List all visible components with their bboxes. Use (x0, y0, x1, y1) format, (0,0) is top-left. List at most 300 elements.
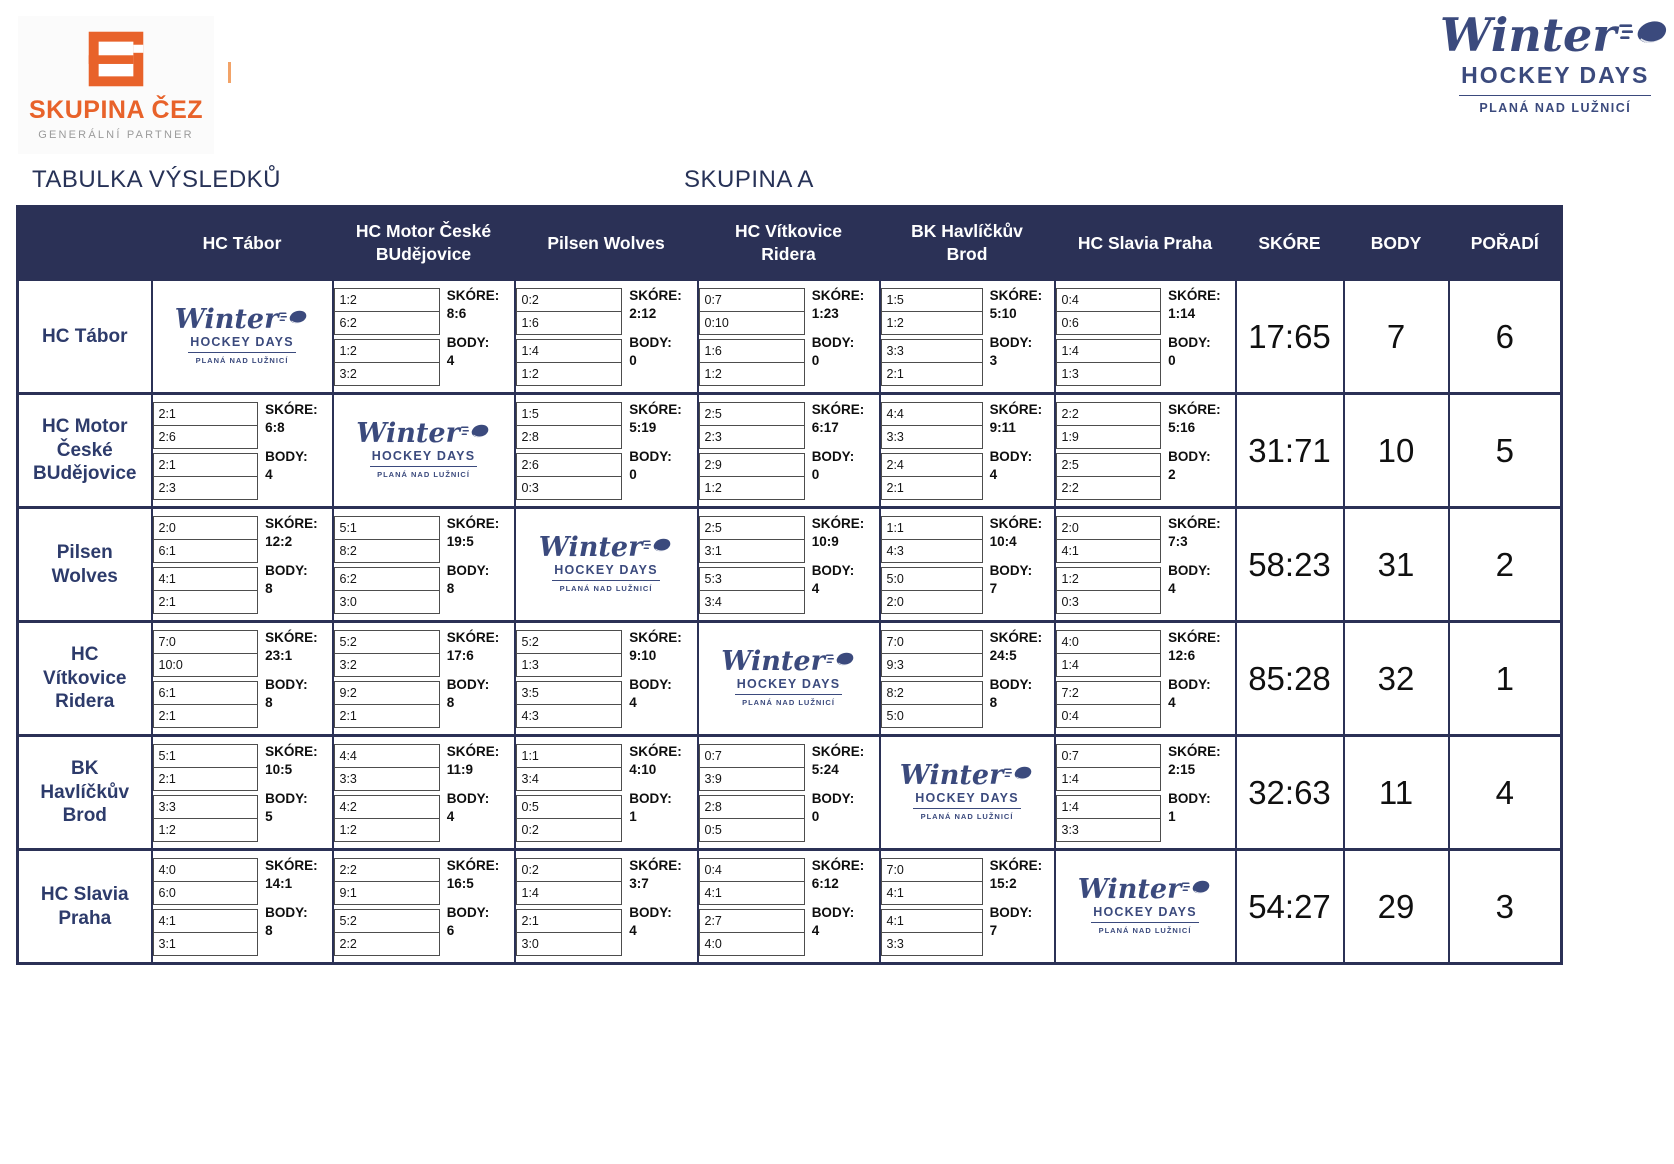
skore-value: 12:6 (1168, 647, 1196, 663)
score-box: 0:2 (516, 858, 623, 882)
score-box: 3:0 (516, 933, 623, 956)
rank: 1 (1449, 622, 1562, 736)
score-box: 2:1 (881, 477, 983, 500)
score-group (699, 909, 805, 956)
match-cell (152, 736, 333, 850)
cell-totals (805, 737, 879, 848)
total-skore: 32:63 (1236, 736, 1344, 850)
score-box: 8:2 (334, 540, 440, 563)
cell-totals (805, 281, 879, 392)
skore-value: 5:19 (629, 419, 657, 435)
score-box: 7:0 (153, 630, 259, 654)
cell-totals (622, 737, 696, 848)
score-box: 3:3 (334, 768, 440, 791)
score-list (1056, 623, 1162, 734)
score-list (516, 281, 623, 392)
score-box: 2:3 (153, 477, 259, 500)
match-cell (1055, 394, 1236, 508)
score-list (153, 509, 259, 620)
skore-label: SKÓRE: (265, 744, 318, 759)
score-group (1056, 630, 1162, 677)
score-list (516, 737, 623, 848)
skore-label: SKÓRE: (265, 630, 318, 645)
score-list (699, 281, 805, 392)
score-box: 2:2 (1056, 402, 1162, 426)
match-cell (880, 850, 1055, 964)
body-label: BODY: (989, 905, 1033, 921)
score-box: 2:0 (1056, 516, 1162, 540)
skore-value: 6:12 (811, 875, 839, 891)
score-group (516, 909, 623, 956)
match-cell-layout (1056, 623, 1235, 734)
score-box: 4:0 (1056, 630, 1162, 654)
score-box: 4:2 (334, 795, 440, 819)
match-cell (698, 508, 880, 622)
score-list (334, 281, 440, 392)
score-group (699, 567, 805, 614)
score-list (881, 623, 983, 734)
score-list (699, 737, 805, 848)
winter-hockey-days-logo (356, 417, 491, 479)
cell-totals (983, 395, 1054, 506)
skore-label: SKÓRE: (1168, 630, 1221, 645)
hockey-days-text: HOCKEY DAYS (370, 449, 478, 467)
match-cell-layout (516, 851, 697, 962)
skore-label: SKÓRE: (811, 402, 865, 417)
body-label: BODY: (989, 449, 1033, 465)
puck-icon (460, 429, 491, 446)
score-box: 3:3 (881, 933, 983, 956)
score-box: 4:3 (881, 540, 983, 563)
score-group (1056, 453, 1162, 500)
total-skore: 85:28 (1236, 622, 1344, 736)
body-value: 4 (811, 580, 820, 596)
diagonal-logo-cell (515, 508, 698, 622)
cell-totals (622, 851, 696, 962)
score-box: 0:7 (699, 744, 805, 768)
sponsor-subtitle: GENERÁLNÍ PARTNER (38, 129, 194, 141)
column-header: BODY (1344, 207, 1449, 280)
match-cell (515, 280, 698, 394)
score-box: 1:3 (516, 654, 623, 677)
score-group (1056, 402, 1162, 449)
diagonal-logo-cell (880, 736, 1055, 850)
body-label: BODY: (446, 335, 490, 351)
team-name: BK Havlíčkův Brod (18, 736, 152, 850)
score-box: 0:7 (699, 288, 805, 312)
score-box: 5:2 (334, 909, 440, 933)
skore-label: SKÓRE: (629, 858, 682, 873)
score-box: 1:1 (881, 516, 983, 540)
score-group (516, 858, 623, 905)
body-label: BODY: (629, 791, 672, 807)
body-value: 8 (446, 580, 455, 596)
score-box: 4:1 (881, 882, 983, 905)
winter-wordmark (174, 303, 310, 335)
score-group (153, 744, 259, 791)
body-label: BODY: (446, 905, 490, 921)
body-label: BODY: (1168, 335, 1211, 351)
score-box: 1:2 (516, 363, 623, 386)
score-group (516, 339, 623, 386)
body-value: 0 (811, 466, 820, 482)
total-body: 32 (1344, 622, 1449, 736)
winter-hockey-days-logo (1077, 873, 1213, 935)
cell-totals (440, 281, 514, 392)
skore-value: 9:10 (629, 647, 657, 663)
match-cell-layout (516, 737, 697, 848)
score-box: 2:1 (153, 591, 259, 614)
score-list (153, 737, 259, 848)
score-box: 5:2 (516, 630, 623, 654)
score-box: 0:3 (1056, 591, 1162, 614)
score-group (699, 402, 805, 449)
cell-totals (622, 395, 696, 506)
score-list (334, 851, 440, 962)
hockey-days-text: HOCKEY DAYS (188, 335, 296, 353)
results-table (16, 205, 1563, 965)
winter-wordmark (356, 417, 491, 449)
body-value: 0 (1168, 352, 1176, 368)
match-cell (152, 508, 333, 622)
cell-totals (983, 851, 1054, 962)
hockey-days-text: HOCKEY DAYS (1091, 905, 1199, 923)
score-box: 3:5 (516, 681, 623, 705)
score-group (153, 795, 259, 842)
team-name: HC Slavia Praha (18, 850, 152, 964)
score-group (1056, 516, 1162, 563)
skore-value: 14:1 (265, 875, 293, 891)
skore-value: 19:5 (446, 533, 474, 549)
location-text: PLANÁ NAD LUŽNICÍ (1098, 925, 1192, 935)
score-group (516, 402, 623, 449)
score-group (699, 744, 805, 791)
body-value: 0 (811, 352, 820, 368)
winter-script-text: Winter (899, 759, 1004, 791)
body-value: 2 (1168, 466, 1176, 482)
skore-label: SKÓRE: (811, 516, 865, 531)
body-label: BODY: (446, 563, 490, 579)
body-label: BODY: (989, 563, 1033, 579)
cell-totals (805, 851, 879, 962)
body-label: BODY: (811, 335, 855, 351)
score-box: 2:8 (516, 426, 623, 449)
skore-label: SKÓRE: (629, 288, 682, 303)
skore-value: 8:6 (446, 305, 467, 321)
skore-value: 5:16 (1168, 419, 1196, 435)
score-box: 5:1 (334, 516, 440, 540)
skore-value: 3:7 (629, 875, 649, 891)
body-value: 4 (1168, 694, 1176, 710)
hockey-days-text: HOCKEY DAYS (552, 563, 660, 581)
score-list (699, 851, 805, 962)
score-box: 1:2 (334, 288, 440, 312)
skore-value: 1:14 (1168, 305, 1196, 321)
cell-totals (440, 623, 514, 734)
score-box: 5:1 (153, 744, 259, 768)
body-label: BODY: (811, 791, 855, 807)
score-box: 6:0 (153, 882, 259, 905)
corner-cell (18, 207, 152, 280)
score-group (334, 681, 440, 728)
score-group (516, 681, 623, 728)
score-group (699, 858, 805, 905)
score-group (516, 453, 623, 500)
rank: 2 (1449, 508, 1562, 622)
body-value: 0 (811, 808, 820, 824)
match-cell (1055, 508, 1236, 622)
score-group (516, 744, 623, 791)
skore-value: 5:10 (989, 305, 1017, 321)
body-label: BODY: (989, 335, 1033, 351)
column-header: HC Tábor (152, 207, 333, 280)
hockey-days-text: HOCKEY DAYS (735, 677, 843, 695)
location-text: PLANÁ NAD LUŽNICÍ (920, 811, 1014, 821)
score-box: 3:0 (334, 591, 440, 614)
score-box: 4:4 (881, 402, 983, 426)
match-cell-layout (881, 281, 1054, 392)
rank: 5 (1449, 394, 1562, 508)
column-header: Pilsen Wolves (515, 207, 698, 280)
cell-totals (805, 395, 879, 506)
score-box: 2:0 (881, 591, 983, 614)
score-group (699, 339, 805, 386)
total-skore: 54:27 (1236, 850, 1344, 964)
score-list (699, 509, 805, 620)
winter-wordmark (899, 759, 1035, 791)
match-cell (333, 850, 515, 964)
score-box: 0:10 (699, 312, 805, 335)
body-label: BODY: (265, 563, 308, 579)
score-group (516, 630, 623, 677)
score-box: 3:3 (1056, 819, 1162, 842)
cell-totals (983, 509, 1054, 620)
diagonal-logo-cell (698, 622, 880, 736)
score-group (516, 288, 623, 335)
winter-hockey-days-logo-top (1440, 8, 1660, 117)
score-box: 2:7 (699, 909, 805, 933)
score-box: 2:5 (699, 516, 805, 540)
match-cell (333, 622, 515, 736)
score-box: 2:1 (153, 768, 259, 791)
total-body: 31 (1344, 508, 1449, 622)
score-box: 2:0 (153, 516, 259, 540)
body-label: BODY: (629, 905, 672, 921)
skore-label: SKÓRE: (989, 516, 1043, 531)
score-box: 2:9 (699, 453, 805, 477)
body-value: 1 (629, 808, 637, 824)
match-cell-layout (699, 737, 879, 848)
location-text: PLANÁ NAD LUŽNICÍ (742, 697, 835, 707)
match-cell-layout (1056, 281, 1235, 392)
team-row (18, 280, 1562, 394)
skore-label: SKÓRE: (811, 288, 865, 303)
rank: 4 (1449, 736, 1562, 850)
score-list (153, 623, 259, 734)
body-value: 6 (446, 922, 455, 938)
winter-wordmark (1077, 873, 1213, 905)
puck-icon (642, 543, 673, 560)
skore-label: SKÓRE: (1168, 402, 1221, 417)
match-cell-layout (699, 851, 879, 962)
score-group (881, 402, 983, 449)
match-cell-layout (1056, 395, 1235, 506)
score-list (334, 509, 440, 620)
score-list (1056, 737, 1162, 848)
column-header: HC Vítkovice Ridera (698, 207, 880, 280)
score-list (516, 623, 623, 734)
match-cell-layout (334, 851, 514, 962)
score-group (334, 744, 440, 791)
score-group (881, 288, 983, 335)
score-box: 1:6 (516, 312, 623, 335)
skore-label: SKÓRE: (265, 402, 318, 417)
score-group (881, 516, 983, 563)
body-value: 4 (265, 466, 273, 482)
match-cell-layout (153, 737, 332, 848)
score-box: 1:4 (1056, 339, 1162, 363)
body-label: BODY: (446, 791, 490, 807)
cell-totals (805, 509, 879, 620)
score-group (881, 567, 983, 614)
body-label: BODY: (629, 449, 672, 465)
match-cell-layout (881, 623, 1054, 734)
score-box: 9:3 (881, 654, 983, 677)
score-group (153, 453, 259, 500)
body-label: BODY: (1168, 563, 1211, 579)
match-cell-layout (153, 395, 332, 506)
skore-label: SKÓRE: (629, 402, 682, 417)
score-group (1056, 288, 1162, 335)
score-box: 1:2 (1056, 567, 1162, 591)
team-row (18, 508, 1562, 622)
diagonal-logo-cell (1055, 850, 1236, 964)
match-cell (152, 850, 333, 964)
skore-value: 23:1 (265, 647, 293, 663)
score-box: 1:3 (1056, 363, 1162, 386)
skore-value: 12:2 (265, 533, 293, 549)
match-cell (880, 622, 1055, 736)
match-cell (515, 394, 698, 508)
skore-label: SKÓRE: (1168, 516, 1221, 531)
skore-value: 2:12 (629, 305, 657, 321)
score-group (153, 402, 259, 449)
score-box: 0:4 (699, 858, 805, 882)
score-box: 6:1 (153, 681, 259, 705)
skore-value: 5:24 (811, 761, 839, 777)
score-list (153, 395, 259, 506)
cell-totals (1161, 509, 1234, 620)
score-box: 2:6 (516, 453, 623, 477)
skore-value: 6:8 (265, 419, 285, 435)
cell-totals (258, 851, 331, 962)
match-cell-layout (699, 281, 879, 392)
skore-value: 10:9 (811, 533, 839, 549)
match-cell (515, 622, 698, 736)
score-box: 1:2 (699, 477, 805, 500)
score-group (1056, 795, 1162, 842)
skore-value: 7:3 (1168, 533, 1188, 549)
body-label: BODY: (1168, 449, 1211, 465)
score-group (334, 909, 440, 956)
skore-value: 1:23 (811, 305, 839, 321)
team-name: HC Tábor (18, 280, 152, 394)
score-box: 1:4 (1056, 795, 1162, 819)
score-group (881, 858, 983, 905)
hockey-days-text: HOCKEY DAYS (913, 791, 1021, 809)
score-box: 2:1 (153, 402, 259, 426)
total-body: 29 (1344, 850, 1449, 964)
score-box: 3:9 (699, 768, 805, 791)
skore-label: SKÓRE: (1168, 744, 1221, 759)
score-list (334, 737, 440, 848)
body-value: 8 (265, 580, 273, 596)
score-list (881, 395, 983, 506)
match-cell-layout (153, 851, 332, 962)
winter-wordmark (1440, 8, 1671, 62)
score-list (881, 509, 983, 620)
hockey-days-text: HOCKEY DAYS (1459, 60, 1651, 96)
score-box: 3:4 (516, 768, 623, 791)
skore-label: SKÓRE: (446, 516, 500, 531)
score-list (516, 395, 623, 506)
sponsor-logo-block (18, 16, 214, 154)
body-label: BODY: (811, 905, 855, 921)
score-box: 0:2 (516, 288, 623, 312)
score-group (881, 909, 983, 956)
score-group (334, 516, 440, 563)
score-group (881, 339, 983, 386)
score-box: 5:0 (881, 567, 983, 591)
score-group (153, 858, 259, 905)
score-group (699, 795, 805, 842)
match-cell-layout (699, 395, 879, 506)
team-name: HC Vítkovice Ridera (18, 622, 152, 736)
match-cell (698, 280, 880, 394)
score-box: 5:2 (334, 630, 440, 654)
match-cell-layout (1056, 509, 1235, 620)
score-box: 2:1 (516, 909, 623, 933)
score-group (153, 630, 259, 677)
score-box: 0:6 (1056, 312, 1162, 335)
score-box: 3:1 (699, 540, 805, 563)
winter-script-text: Winter (538, 531, 643, 563)
match-cell-layout (153, 509, 332, 620)
winter-hockey-days-logo (538, 531, 674, 593)
score-box: 5:3 (699, 567, 805, 591)
sponsor-name: SKUPINA ČEZ (28, 96, 204, 124)
body-value: 8 (265, 922, 273, 938)
score-box: 5:0 (881, 705, 983, 728)
body-value: 7 (989, 580, 998, 596)
score-box: 1:2 (334, 819, 440, 842)
total-skore: 31:71 (1236, 394, 1344, 508)
header-row (18, 207, 1562, 280)
match-cell (515, 850, 698, 964)
body-value: 4 (446, 352, 455, 368)
skore-label: SKÓRE: (989, 858, 1043, 873)
column-header: SKÓRE (1236, 207, 1344, 280)
score-group (334, 630, 440, 677)
score-box: 0:5 (699, 819, 805, 842)
diagonal-logo-cell (152, 280, 333, 394)
skore-value: 4:10 (629, 761, 657, 777)
score-box: 1:1 (516, 744, 623, 768)
score-box: 0:4 (1056, 705, 1162, 728)
skore-value: 24:5 (989, 647, 1017, 663)
score-box: 1:2 (699, 363, 805, 386)
cell-totals (1161, 737, 1234, 848)
